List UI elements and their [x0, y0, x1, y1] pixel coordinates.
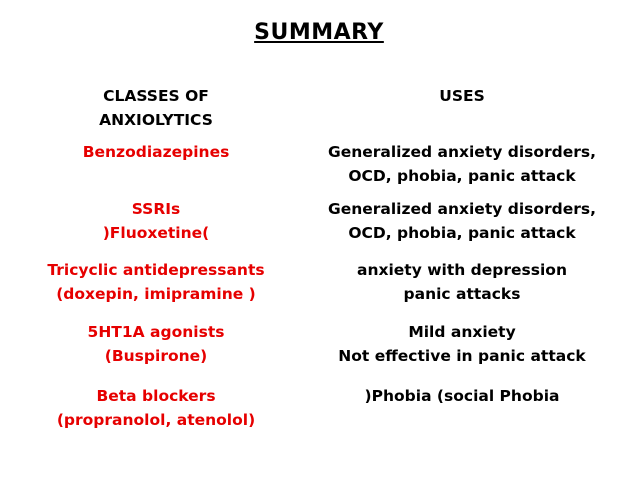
use-ssris [300, 197, 624, 245]
class-line: (doxepin, imipramine ) [56, 285, 256, 303]
class-line: Beta blockers [96, 387, 216, 405]
header-classes-line: CLASSES OF [103, 87, 209, 105]
use-line: OCD, phobia, panic attack [348, 167, 576, 185]
class-line: 5HT1A agonists [87, 323, 225, 341]
class-line: Benzodiazepines [82, 143, 230, 161]
use-line: OCD, phobia, panic attack [348, 224, 576, 242]
use-5ht1a [300, 320, 624, 368]
use-line: anxiety with depression [356, 261, 567, 279]
page-title: SUMMARY [254, 20, 384, 45]
use-line: Mild anxiety [408, 323, 516, 341]
use-tricyclic [300, 258, 624, 306]
class-line: Tricyclic antidepressants [47, 261, 265, 279]
class-tricyclic [28, 258, 284, 306]
use-line: )Phobia (social Phobia [364, 387, 560, 405]
use-line: Generalized anxiety disorders, [327, 200, 597, 218]
use-benzodiazepines [300, 140, 624, 188]
class-line: )Fluoxetine( [102, 224, 210, 242]
header-classes-line: ANXIOLYTICS [99, 111, 213, 129]
use-beta-blockers [300, 384, 624, 408]
class-5ht1a [28, 320, 284, 368]
use-line: panic attacks [403, 285, 521, 303]
class-line: SSRIs [131, 200, 181, 218]
header-classes [28, 84, 284, 132]
use-line: Generalized anxiety disorders, [327, 143, 597, 161]
class-line: (propranolol, atenolol) [56, 411, 256, 429]
class-ssris [28, 197, 284, 245]
class-beta-blockers [28, 384, 284, 432]
header-uses [300, 84, 624, 108]
header-uses-line: USES [439, 87, 485, 105]
class-line: (Buspirone) [104, 347, 208, 365]
class-benzodiazepines [28, 140, 284, 164]
use-line: Not effective in panic attack [338, 347, 586, 365]
